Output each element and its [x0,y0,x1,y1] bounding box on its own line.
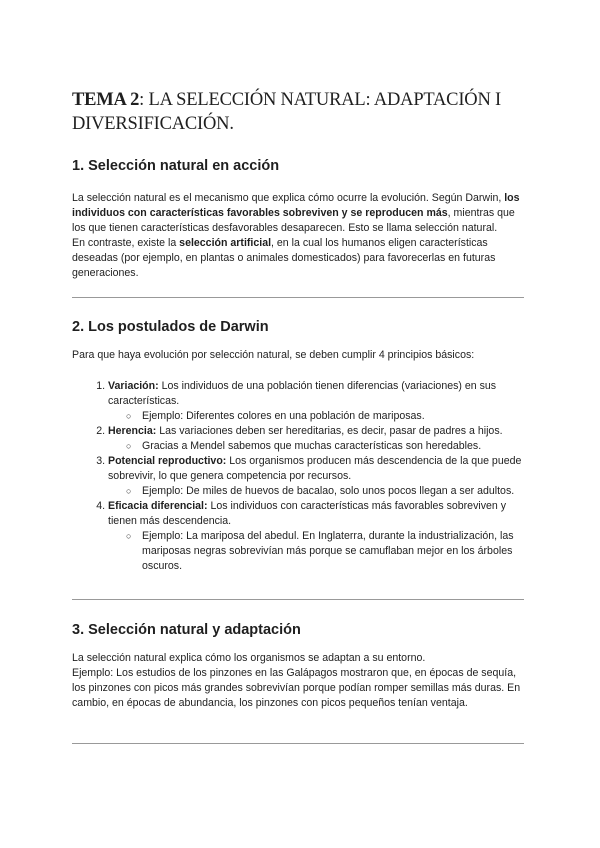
title-topic-number: TEMA 2 [72,90,140,110]
postulate-item [108,379,528,424]
section-3-body [72,651,528,711]
section-3-heading: 3. Selección natural y adaptación [72,622,301,638]
divider-1 [72,297,524,298]
postulate-term: Variación: [108,380,159,392]
document-page [72,0,528,709]
example-item: ○ Gracias a Mendel sabemos que muchas características son heredables. [142,439,528,454]
example-list [108,529,528,574]
section-2 [72,318,528,574]
s1-p1-text-b: , mientras que los que tienen características desfavorables desaparecen. Esto se llama selección natural. [72,207,515,234]
section-3-line-1: La selección natural explica cómo los organismos se adaptan a su entorno. [72,652,426,664]
section-1-paragraph-2 [72,236,528,281]
postulate-text: Los organismos producen más descendencia de la que puede sobrevivir, lo que genera competencia por recursos. [108,455,522,482]
s1-p2-text-a: En contraste, existe la [72,237,180,249]
divider-2 [72,599,524,600]
title-text: : LA SELECCIÓN NATURAL: ADAPTACIÓN I DIVERSIFICACIÓN. [72,90,501,134]
section-3-line-2: Ejemplo: Los estudios de los pinzones en las Galápagos mostraron que, en épocas de sequía, los pinzones con picos más grandes sobrevivían porque podían romper semillas más duras. En cambio, en épocas de abundancia, los pinzones con picos pequeños tenían ventaja. [72,667,521,709]
divider-3 [72,743,524,744]
postulate-item [108,499,528,574]
postulate-text: Los individuos de una población tienen diferencias (variaciones) en sus características. [108,380,497,407]
example-list [108,409,528,424]
s1-p1-bold: los individuos con características favorables sobreviven y se reproducen más [72,192,520,219]
example-item: ○ Ejemplo: De miles de huevos de bacalao, solo unos pocos llegan a ser adultos. [142,484,528,499]
postulate-term: Eficacia diferencial: [108,500,208,512]
postulates-list [72,379,528,574]
example-list [108,484,528,499]
section-1-body [72,191,528,281]
document-title [72,88,528,136]
postulate-term: Potencial reproductivo: [108,455,227,467]
section-2-heading: 2. Los postulados de Darwin [72,319,269,335]
postulate-item [108,424,528,454]
postulate-item [108,454,528,499]
example-item: ○ Ejemplo: Diferentes colores en una población de mariposas. [142,409,528,424]
s1-p2-text-b: , en la cual los humanos eligen características deseadas (por ejemplo, en plantas o animales domesticados) para favorecerlas en futuras generaciones. [72,237,496,279]
postulate-text: Los individuos con características más favorables sobreviven y tienen más descendencia. [108,500,507,527]
section-1-heading: 1. Selección natural en acción [72,158,280,174]
section-1-paragraph-1 [72,191,528,236]
section-3 [72,621,528,711]
example-list [108,439,528,454]
s1-p2-bold: selección artificial [179,237,272,249]
s1-p1-text-a: La selección natural es el mecanismo que explica cómo ocurre la evolución. Según Darwin, [72,192,505,204]
postulate-text: Las variaciones deben ser hereditarias, es decir, pasar de padres a hijos. [156,425,503,437]
postulate-term: Herencia: [108,425,157,437]
example-item: ○ Ejemplo: La mariposa del abedul. En Inglaterra, durante la industrialización, las mariposas negras sobrevivían más porque se camuflaban mejor en los árboles oscuros. [142,529,528,574]
section-2-intro: Para que haya evolución por selección natural, se deben cumplir 4 principios básicos: [72,349,475,361]
